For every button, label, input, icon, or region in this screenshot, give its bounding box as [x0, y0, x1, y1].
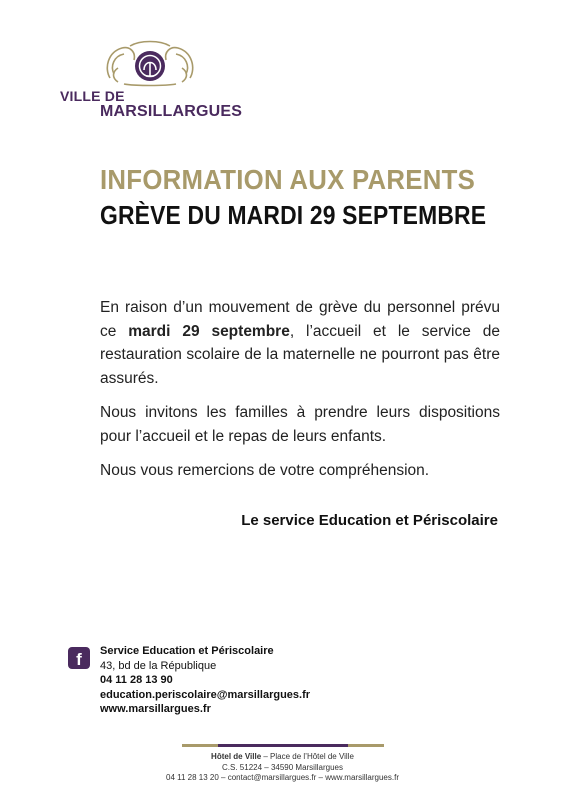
city-logo: [60, 38, 260, 128]
contact-name: Service Education et Périscolaire: [100, 645, 274, 657]
contact-address: 43, bd de la République: [100, 659, 217, 672]
footer-line-2: C.S. 51224 – 34590 Marsillargues: [222, 762, 343, 772]
footer-line-1: [0, 752, 565, 763]
logo-line-ville-de: VILLE DE: [60, 88, 125, 104]
footer-place: – Place de l’Hôtel de Ville: [261, 752, 354, 761]
crest-icon: [100, 38, 200, 90]
page-subtitle: GRÈVE DU MARDI 29 SEPTEMBRE: [100, 200, 487, 230]
paragraph-arrangements: Nous invitons les familles à prendre leurs dispositions pour l’accueil et le repas de leurs enfants.: [100, 404, 500, 445]
logo-line-city-name: MARSILLARGUES: [100, 103, 243, 120]
facebook-icon[interactable]: f: [68, 647, 90, 669]
message-body: [100, 296, 500, 494]
footer-divider-accent: [218, 744, 348, 747]
contact-email-link[interactable]: education.periscolaire@marsillargues.fr: [100, 688, 311, 701]
paragraph-strike-notice: [100, 296, 500, 390]
paragraph-1-after: , l’accueil et le service de restauration scolaire de la maternelle ne pourront pas être assurés.: [100, 322, 500, 387]
paragraph-1-before: En raison d’un mouvement de grève du personnel prévu ce: [100, 299, 500, 340]
paragraph-thanks: Nous vous remercions de votre compréhension.: [100, 462, 430, 479]
contact-phone: 04 11 28 13 90: [100, 674, 173, 686]
strike-date: mardi 29 septembre: [128, 322, 290, 340]
contact-lines: [100, 644, 420, 717]
signature: Le service Education et Périscolaire: [241, 512, 498, 529]
footer-line-3: 04 11 28 13 20 – contact@marsillargues.fr – www.marsillargues.fr: [166, 773, 399, 782]
contact-website-link[interactable]: www.marsillargues.fr: [100, 703, 211, 715]
page-title: INFORMATION AUX PARENTS: [100, 164, 476, 195]
footer-hotel-de-ville: Hôtel de Ville: [211, 752, 262, 761]
footer: [0, 752, 565, 784]
footer-divider: [182, 744, 384, 747]
